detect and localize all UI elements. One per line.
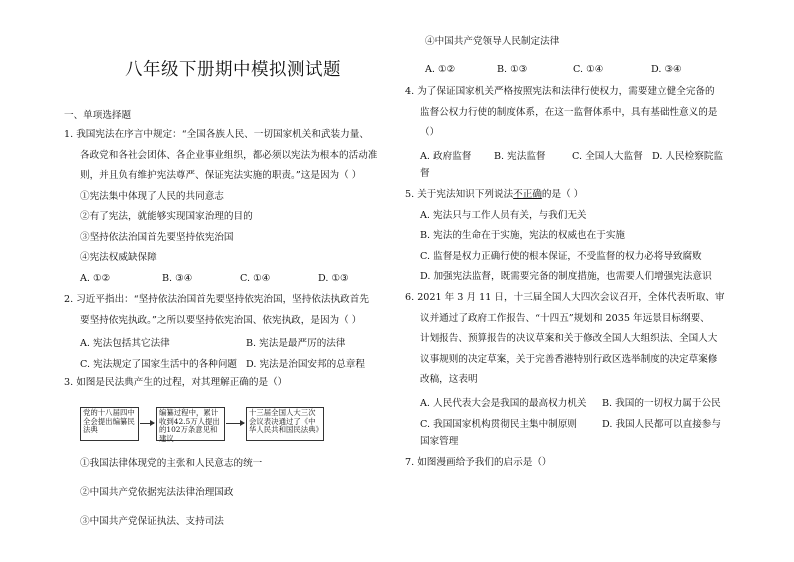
q5-stem-post: 的是（ ） [541,189,584,200]
q3-option-a[interactable]: A. ①② [425,64,456,75]
q2-option-a[interactable]: A. 宪法包括其它法律 [80,338,170,349]
flow-box-1: 党的十八届四中全会提出编纂民法典 [80,407,139,441]
q1-item: ④宪法权威缺保障 [80,252,157,263]
q1-item: ①宪法集中体现了人民的共同意志 [80,191,224,202]
q5-option-d[interactable]: D. 加强宪法监督，既需要完备的制度措施，也需要人们增强宪法意识 [420,271,712,282]
flow-box-2: 编纂过程中，累计收到42.5万人提出的102万条意见和建议 [156,407,225,441]
q2-option-b[interactable]: B. 宪法是最严厉的法律 [246,338,346,349]
q1-stem-line: 则，并且负有维护宪法尊严、保证宪法实施的职责。”这是因为（ ） [80,170,362,181]
q6-option-d[interactable]: D. 我国人民都可以直接参与 [602,419,721,430]
q5-option-b[interactable]: B. 宪法的生命在于实施，宪法的权威也在于实施 [420,230,626,241]
q6-option-a[interactable]: A. 人民代表大会是我国的最高权力机关 [420,398,587,409]
q5-option-a[interactable]: A. 宪法只与工作人员有关，与我们无关 [420,210,587,221]
q3-item: ③中国共产党保证执法、支持司法 [80,516,224,527]
q6-option-b[interactable]: B. 我国的一切权力属于公民 [602,398,721,409]
flow-box-3: 十三届全国人大三次会议表决通过了《中华人民共和国民法典》 [246,407,324,441]
q1-option-d[interactable]: D. ①③ [318,273,349,284]
q4-option-d-wrap: 督 [420,168,430,179]
q4-stem-line: （） [420,127,440,138]
q1-item: ③坚持依法治国首先要坚持依宪治国 [80,232,234,243]
q6-stem-line: 改稿，这表明 [420,374,478,385]
q3-item: ②中国共产党依据宪法法律治理国政 [80,487,234,498]
q3-option-b[interactable]: B. ①③ [497,64,528,75]
q6-stem-line: 议事规则的决定草案，关于完善香港特别行政区选举制度的决定草案修 [420,354,718,365]
q4-option-a[interactable]: A. 政府监督 [420,151,472,162]
q2-stem-line: 2. 习近平指出：“坚持依法治国首先要坚持依宪治国，坚持依法执政首先 [64,294,369,305]
q4-stem-line: 4. 为了保证国家机关严格按照宪法和法律行使权力，需要建立健全完备的 [405,86,715,97]
q1-option-a[interactable]: A. ①② [80,273,111,284]
q6-option-c[interactable]: C. 我国国家机构贯彻民主集中制原则 [420,419,578,430]
q4-option-d[interactable]: D. 人民检察院监 [652,151,724,162]
q3-option-d[interactable]: D. ③④ [651,64,682,75]
q6-stem-line: 计划报告、预算报告的决议草案和关于修改全国人大组织法、全国人大 [420,333,718,344]
q6-stem-line: 6. 2021 年 3 月 11 日，十三届全国人大四次会议召开，全体代表听取、审 [405,292,725,303]
q1-stem-line: 各政党和各社会团体、各企业事业组织，都必须以宪法为根本的活动准 [80,150,378,161]
q3-item: ①我国法律体现党的主张和人民意志的统一 [80,458,263,469]
q5-option-c[interactable]: C. 监督是权力正确行使的根本保证，不受监督的权力必将导致腐败 [420,251,702,262]
q3-item: ④中国共产党领导人民制定法律 [425,36,560,47]
q2-stem-line: 要坚持依宪执政。”之所以要坚持依宪治国、依宪执政，是因为（ ） [80,315,362,326]
q6-stem-line: 议并通过了政府工作报告、“十四五”规划和 2035 年远景目标纲要、 [420,313,710,324]
q4-stem-line: 监督公权力行使的制度体系，在这一监督体系中，具有基础性意义的是 [420,107,718,118]
q5-stem-emphasis: 不正确 [513,189,542,200]
q4-option-c[interactable]: C. 全国人大监督 [572,151,643,162]
q7-stem: 7. 如图漫画给予我们的启示是（） [405,457,552,468]
q3-option-c[interactable]: C. ①④ [573,64,604,75]
flow-arrow-icon [226,423,244,424]
page-title: 八年级下册期中模拟测试题 [125,60,341,80]
q3-stem: 3. 如图是民法典产生的过程，对其理解正确的是（） [64,377,288,388]
section-heading: 一、单项选择题 [64,110,132,121]
q5-stem [405,189,583,201]
q5-stem-pre: 5. 关于宪法知识下列说法 [405,189,514,200]
q2-option-c[interactable]: C. 宪法规定了国家生活中的各种问题 [80,359,238,370]
q1-option-b[interactable]: B. ③④ [162,273,193,284]
q1-item: ②有了宪法，就能够实现国家治理的目的 [80,211,253,222]
q1-stem-line: 1. 我国宪法在序言中规定：“全国各族人民、一切国家机关和武装力量、 [64,129,369,140]
q1-option-c[interactable]: C. ①④ [240,273,271,284]
q2-option-d[interactable]: D. 宪法是治国安邦的总章程 [246,359,365,370]
flow-arrow-icon [140,423,154,424]
q4-option-b[interactable]: B. 宪法监督 [494,151,546,162]
q6-option-d-wrap: 国家管理 [420,436,459,447]
